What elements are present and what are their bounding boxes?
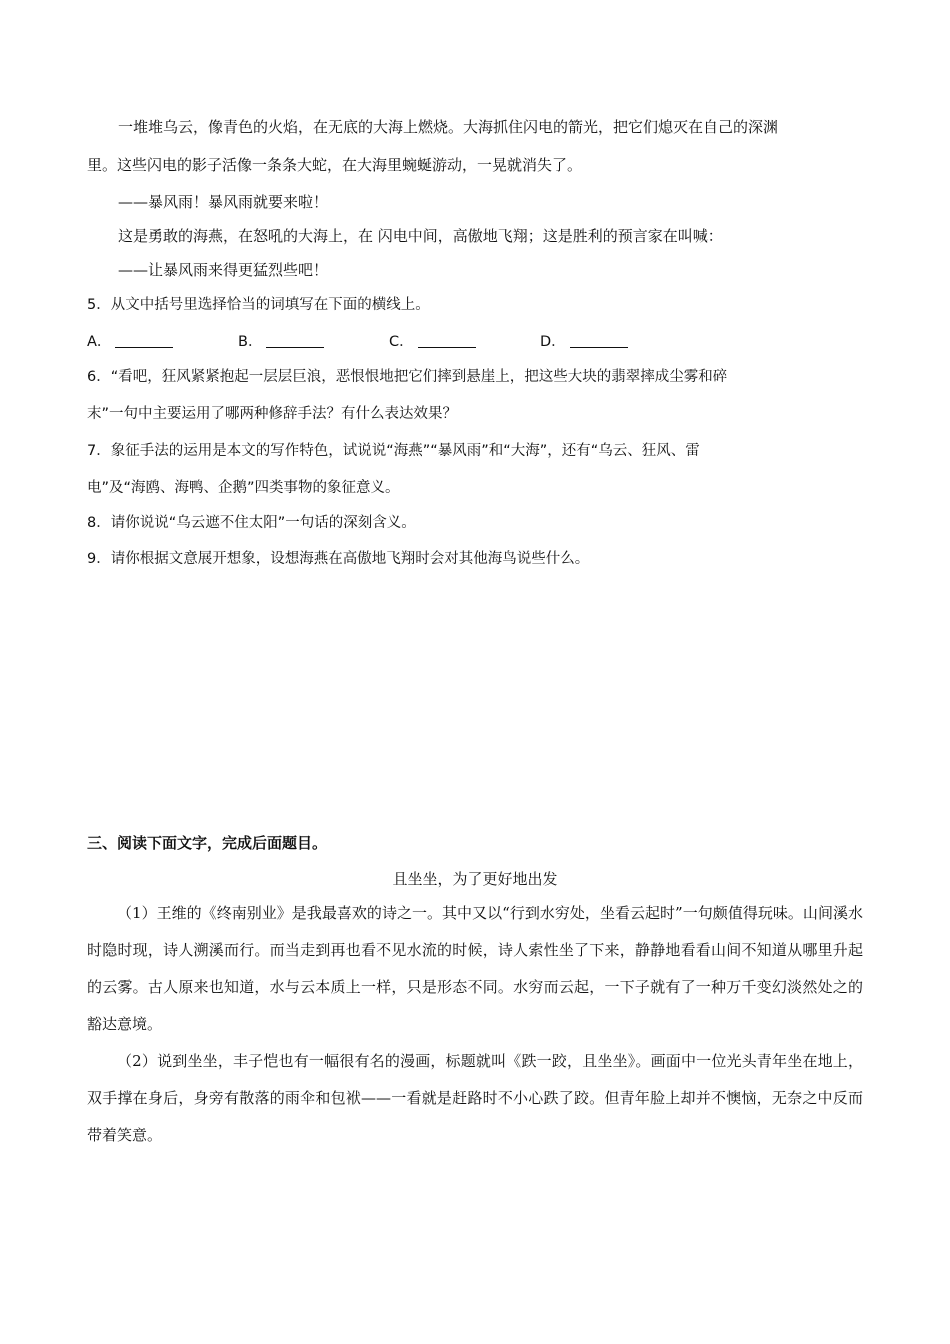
passage-line-2: 里。这些闪电的影子活像一条条大蛇，在大海里蜿蜒游动，一晃就消失了。 xyxy=(87,156,583,174)
passage-line-4: 这是勇敢的海燕，在怒吼的大海上，在 闪电中间，高傲地飞翔；这是胜利的预言家在叫喊： xyxy=(118,227,723,245)
blank-d[interactable] xyxy=(570,333,628,348)
question-6-line-1: 6．“看吧，狂风紧紧抱起一层层巨浪，恶恨恨地把它们摔到悬崖上，把这些大块的翡翠摔成尘雾和碎 xyxy=(87,369,728,385)
section-3-heading: 三、阅读下面文字，完成后面题目。 xyxy=(87,834,328,852)
passage-line-5: ——让暴风雨来得更猛烈些吧！ xyxy=(118,261,329,279)
question-9: 9．请你根据文意展开想象，设想海燕在高傲地飞翔时会对其他海鸟说些什么。 xyxy=(87,551,590,567)
question-8: 8．请你说说“乌云遮不住太阳”一句话的深刻含义。 xyxy=(87,515,416,531)
option-a xyxy=(87,330,173,351)
blank-a[interactable] xyxy=(115,333,173,348)
article-paragraph-1 xyxy=(87,895,863,1043)
article-title: 且坐坐，为了更好地出发 xyxy=(392,870,558,888)
paragraph-2-text: （2）说到坐坐，丰子恺也有一幅很有名的漫画，标题就叫《跌一跤，且坐坐》。画面中一位光头青年坐在地上，双手撑在身后，身旁有散落的雨伞和包袱——一看就是赶路时不小心跌了跤。但青年脸上却并不懊恼，无奈之中反而带着笑意。 xyxy=(87,1052,863,1144)
blank-c[interactable] xyxy=(418,333,476,348)
passage-line-3: ——暴风雨！暴风雨就要来啦！ xyxy=(118,193,329,211)
option-c xyxy=(389,330,476,351)
question-7-line-2: 电”及“海鸥、海鸭、企鹅”四类事物的象征意义。 xyxy=(87,480,400,496)
option-c-label: C． xyxy=(389,334,414,350)
option-b-label: B． xyxy=(238,334,263,350)
question-7-line-1: 7．象征手法的运用是本文的写作特色，试说说“海燕”“暴风雨”和“大海”，还有“乌云、狂风、雷 xyxy=(87,443,700,459)
article-paragraph-2 xyxy=(87,1043,863,1154)
blank-b[interactable] xyxy=(266,333,324,348)
passage-line-1: 一堆堆乌云，像青色的火焰，在无底的大海上燃烧。大海抓住闪电的箭光，把它们熄灭在自己的深渊 xyxy=(118,118,779,136)
paragraph-1-text: （1）王维的《终南别业》是我最喜欢的诗之一。其中又以“行到水穷处，坐看云起时”一句颇值得玩味。山间溪水时隐时现，诗人溯溪而行。而当走到再也看不见水流的时候，诗人索性坐了下来，静静地看看山间不知道从哪里升起的云雾。古人原来也知道，水与云本质上一样，只是形态不同。水穷而云起，一下子就有了一种万千变幻淡然处之的豁达意境。 xyxy=(87,904,863,1033)
option-d-label: D． xyxy=(540,334,566,350)
option-b xyxy=(238,330,324,351)
option-a-label: A． xyxy=(87,334,112,350)
option-d xyxy=(540,330,628,351)
question-6-line-2: 末”一句中主要运用了哪两种修辞手法？有什么表达效果？ xyxy=(87,406,458,422)
question-5: 5．从文中括号里选择恰当的词填写在下面的横线上。 xyxy=(87,297,430,313)
